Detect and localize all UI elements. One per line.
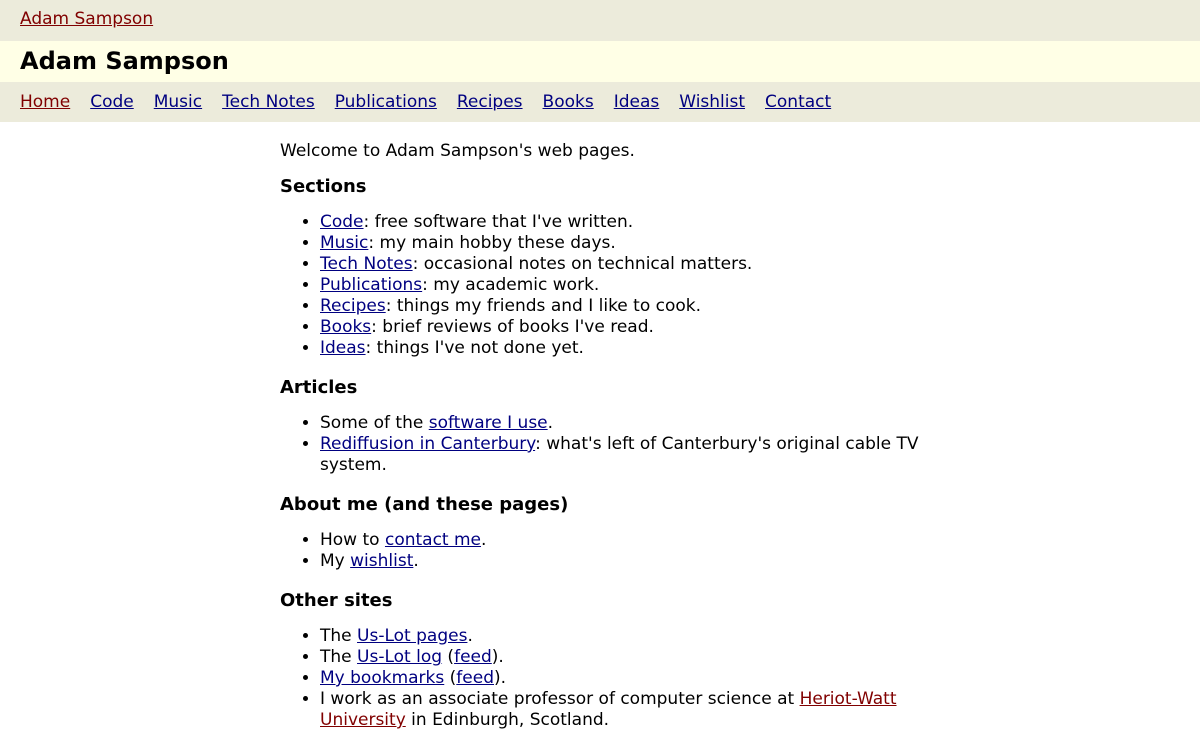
section-link-tech-notes[interactable]: Tech Notes — [320, 254, 413, 274]
list-item: • Publications: my academic work. — [320, 275, 940, 296]
other-sites-list — [280, 626, 940, 731]
top-bar — [0, 0, 1200, 41]
other-sites-heading: Other sites — [280, 590, 393, 611]
list-item: • The Us-Lot log (feed). — [320, 647, 940, 668]
us-lot-log-feed-link[interactable]: feed — [454, 647, 492, 667]
section-link-music[interactable]: Music — [320, 233, 369, 253]
list-item: • I work as an associate professor of computer science at Heriot-Watt University in Edinburgh, Scotland. — [320, 689, 940, 731]
sections-list — [280, 212, 940, 359]
list-item: • Music: my main hobby these days. — [320, 233, 940, 254]
my-bookmarks-link[interactable]: My bookmarks — [320, 668, 445, 688]
list-item: • Ideas: things I've not done yet. — [320, 338, 940, 359]
nav-bar — [0, 82, 1200, 122]
us-lot-pages-link[interactable]: Us-Lot pages — [357, 626, 468, 646]
list-item: • The Us-Lot pages. — [320, 626, 940, 647]
list-item: • Tech Notes: occasional notes on technical matters. — [320, 254, 940, 275]
about-heading: About me (and these pages) — [280, 494, 569, 515]
main-content — [280, 141, 940, 749]
articles-list — [280, 413, 940, 476]
section-link-books[interactable]: Books — [320, 317, 372, 337]
us-lot-log-link[interactable]: Us-Lot log — [357, 647, 443, 667]
nav-music[interactable]: Music — [153, 92, 203, 112]
section-link-code[interactable]: Code — [320, 212, 364, 232]
nav-home[interactable]: Home — [20, 92, 71, 112]
nav-recipes[interactable]: Recipes — [456, 92, 523, 112]
bookmarks-feed-link[interactable]: feed — [456, 668, 494, 688]
list-item: • Recipes: things my friends and I like to cook. — [320, 296, 940, 317]
list-item: • Books: brief reviews of books I've read. — [320, 317, 940, 338]
articles-heading: Articles — [280, 377, 358, 398]
nav-contact[interactable]: Contact — [765, 92, 832, 112]
page-title: Adam Sampson — [20, 47, 229, 75]
nav-tech-notes[interactable]: Tech Notes — [222, 92, 315, 112]
section-link-ideas[interactable]: Ideas — [320, 338, 366, 358]
nav-code[interactable]: Code — [90, 92, 134, 112]
software-i-use-link[interactable]: software I use — [428, 413, 548, 433]
list-item: • How to contact me. — [320, 530, 940, 551]
heriot-watt-link[interactable]: Heriot-Watt University — [320, 689, 897, 730]
site-home-link[interactable]: Adam Sampson — [20, 9, 154, 29]
rediffusion-link[interactable]: Rediffusion in Canterbury — [320, 434, 536, 454]
section-link-publications[interactable]: Publications — [320, 275, 423, 295]
nav-ideas[interactable]: Ideas — [613, 92, 660, 112]
list-item: • Code: free software that I've written. — [320, 212, 940, 233]
nav-books[interactable]: Books — [542, 92, 594, 112]
contact-me-link[interactable]: contact me — [384, 530, 482, 550]
list-item: • My bookmarks (feed). — [320, 668, 940, 689]
list-item: • Some of the software I use. — [320, 413, 940, 434]
intro-text: Welcome to Adam Sampson's web pages. — [280, 141, 635, 161]
section-link-recipes[interactable]: Recipes — [320, 296, 386, 316]
nav-wishlist[interactable]: Wishlist — [679, 92, 746, 112]
wishlist-link[interactable]: wishlist — [350, 551, 414, 571]
sections-heading: Sections — [280, 176, 367, 197]
about-list — [280, 530, 940, 572]
title-bar — [0, 41, 1200, 82]
nav-publications[interactable]: Publications — [334, 92, 437, 112]
list-item: • My wishlist. — [320, 551, 940, 572]
list-item: • Rediffusion in Canterbury: what's left of Canterbury's original cable TV system. — [320, 434, 940, 476]
